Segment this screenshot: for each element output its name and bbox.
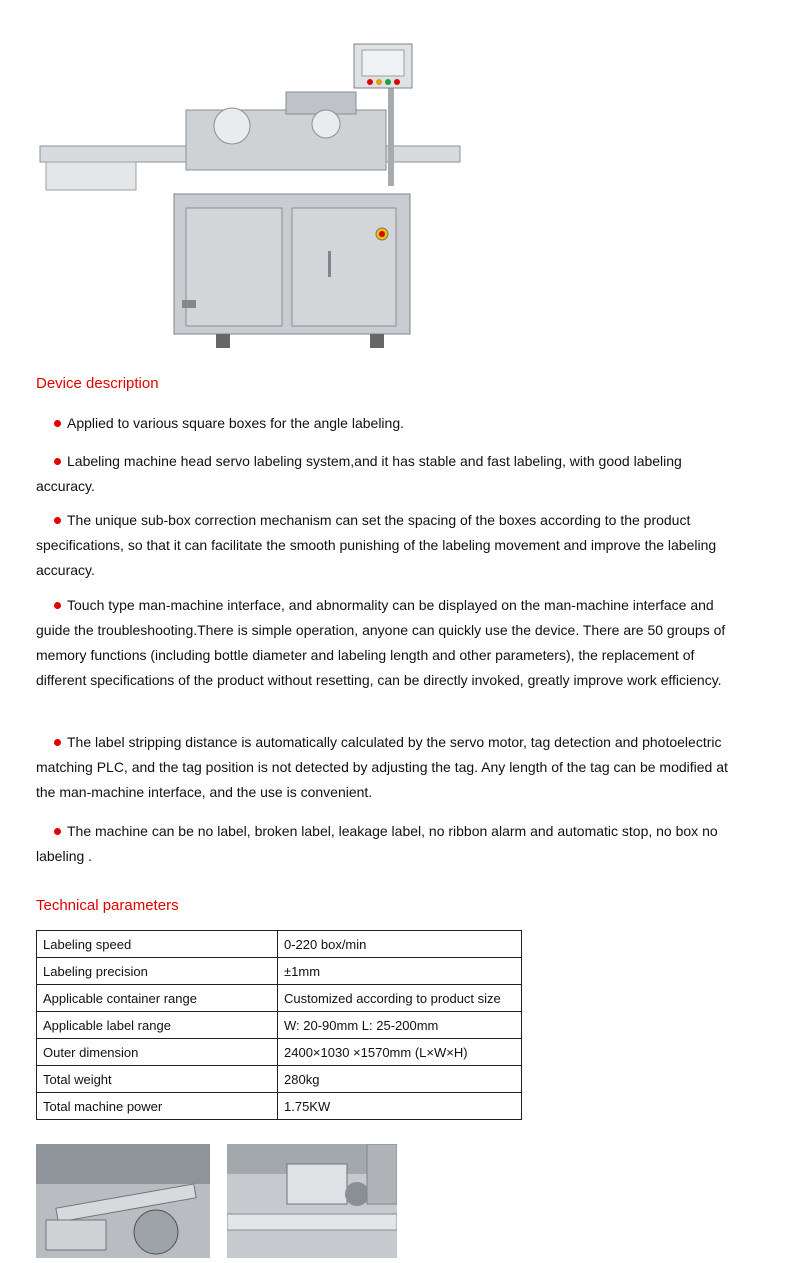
param-value: ±1mm: [278, 958, 522, 985]
param-name: Total machine power: [37, 1093, 278, 1120]
table-row: [37, 1012, 522, 1039]
param-name: Labeling precision: [37, 958, 278, 985]
description-item-2: Labeling machine head servo labeling system,and it has stable and fast labeling, with good labeling accuracy.: [36, 453, 682, 494]
param-value: W: 20-90mm L: 25-200mm: [278, 1012, 522, 1039]
description-item-6: The machine can be no label, broken label, leakage label, no ribbon alarm and automatic stop, no box no labeling .: [36, 823, 718, 864]
device-description-heading: Device description: [36, 375, 159, 392]
table-row: [37, 1039, 522, 1066]
bullet-icon: [54, 420, 61, 427]
description-item-1: Applied to various square boxes for the angle labeling.: [36, 411, 736, 436]
table-row: [37, 1093, 522, 1120]
param-value: Customized according to product size: [278, 985, 522, 1012]
table-row: [37, 985, 522, 1012]
servo-labeling-unit-image: [227, 1144, 397, 1258]
param-value: 1.75KW: [278, 1093, 522, 1120]
bullet-icon: [54, 458, 61, 465]
param-name: Labeling speed: [37, 931, 278, 958]
table-row: [37, 958, 522, 985]
param-name: Total weight: [37, 1066, 278, 1093]
technical-parameters-table: [36, 930, 522, 1120]
description-item-3: The unique sub-box correction mechanism can set the spacing of the boxes according to the product specifications, so that it can facilitate the smooth punishing of the labeling movement and improve the labeling accuracy.: [36, 512, 717, 578]
bullet-icon: [54, 828, 61, 835]
param-name: Outer dimension: [37, 1039, 278, 1066]
param-value: 2400×1030 ×1570mm (L×W×H): [278, 1039, 522, 1066]
bullet-icon: [54, 602, 61, 609]
table-row: [37, 931, 522, 958]
table-row: [37, 1066, 522, 1093]
description-item-4: Touch type man-machine interface, and abnormality can be displayed on the man-machine interface and guide the troubleshooting.There is simple operation, anyone can quickly use the device. There are 50 groups of memory functions (including bottle diameter and labeling length and other parameters), the replacement of different specifications of the product without resetting, can be directly invoked, greatly improve work efficiency.: [36, 597, 726, 688]
bullet-icon: [54, 739, 61, 746]
labeling-machine-image: [36, 36, 466, 356]
param-value: 0-220 box/min: [278, 931, 522, 958]
param-value: 280kg: [278, 1066, 522, 1093]
labeling-head-closeup-image: [36, 1144, 210, 1258]
description-item-5: The label stripping distance is automatically calculated by the servo motor, tag detection and photoelectric matching PLC, and the tag position is not detected by adjusting the tag. Any length of the tag can be modified at the man-machine interface, and the use is convenient.: [36, 734, 728, 800]
bullet-icon: [54, 517, 61, 524]
technical-parameters-heading: Technical parameters: [36, 897, 179, 914]
param-name: Applicable label range: [37, 1012, 278, 1039]
param-name: Applicable container range: [37, 985, 278, 1012]
